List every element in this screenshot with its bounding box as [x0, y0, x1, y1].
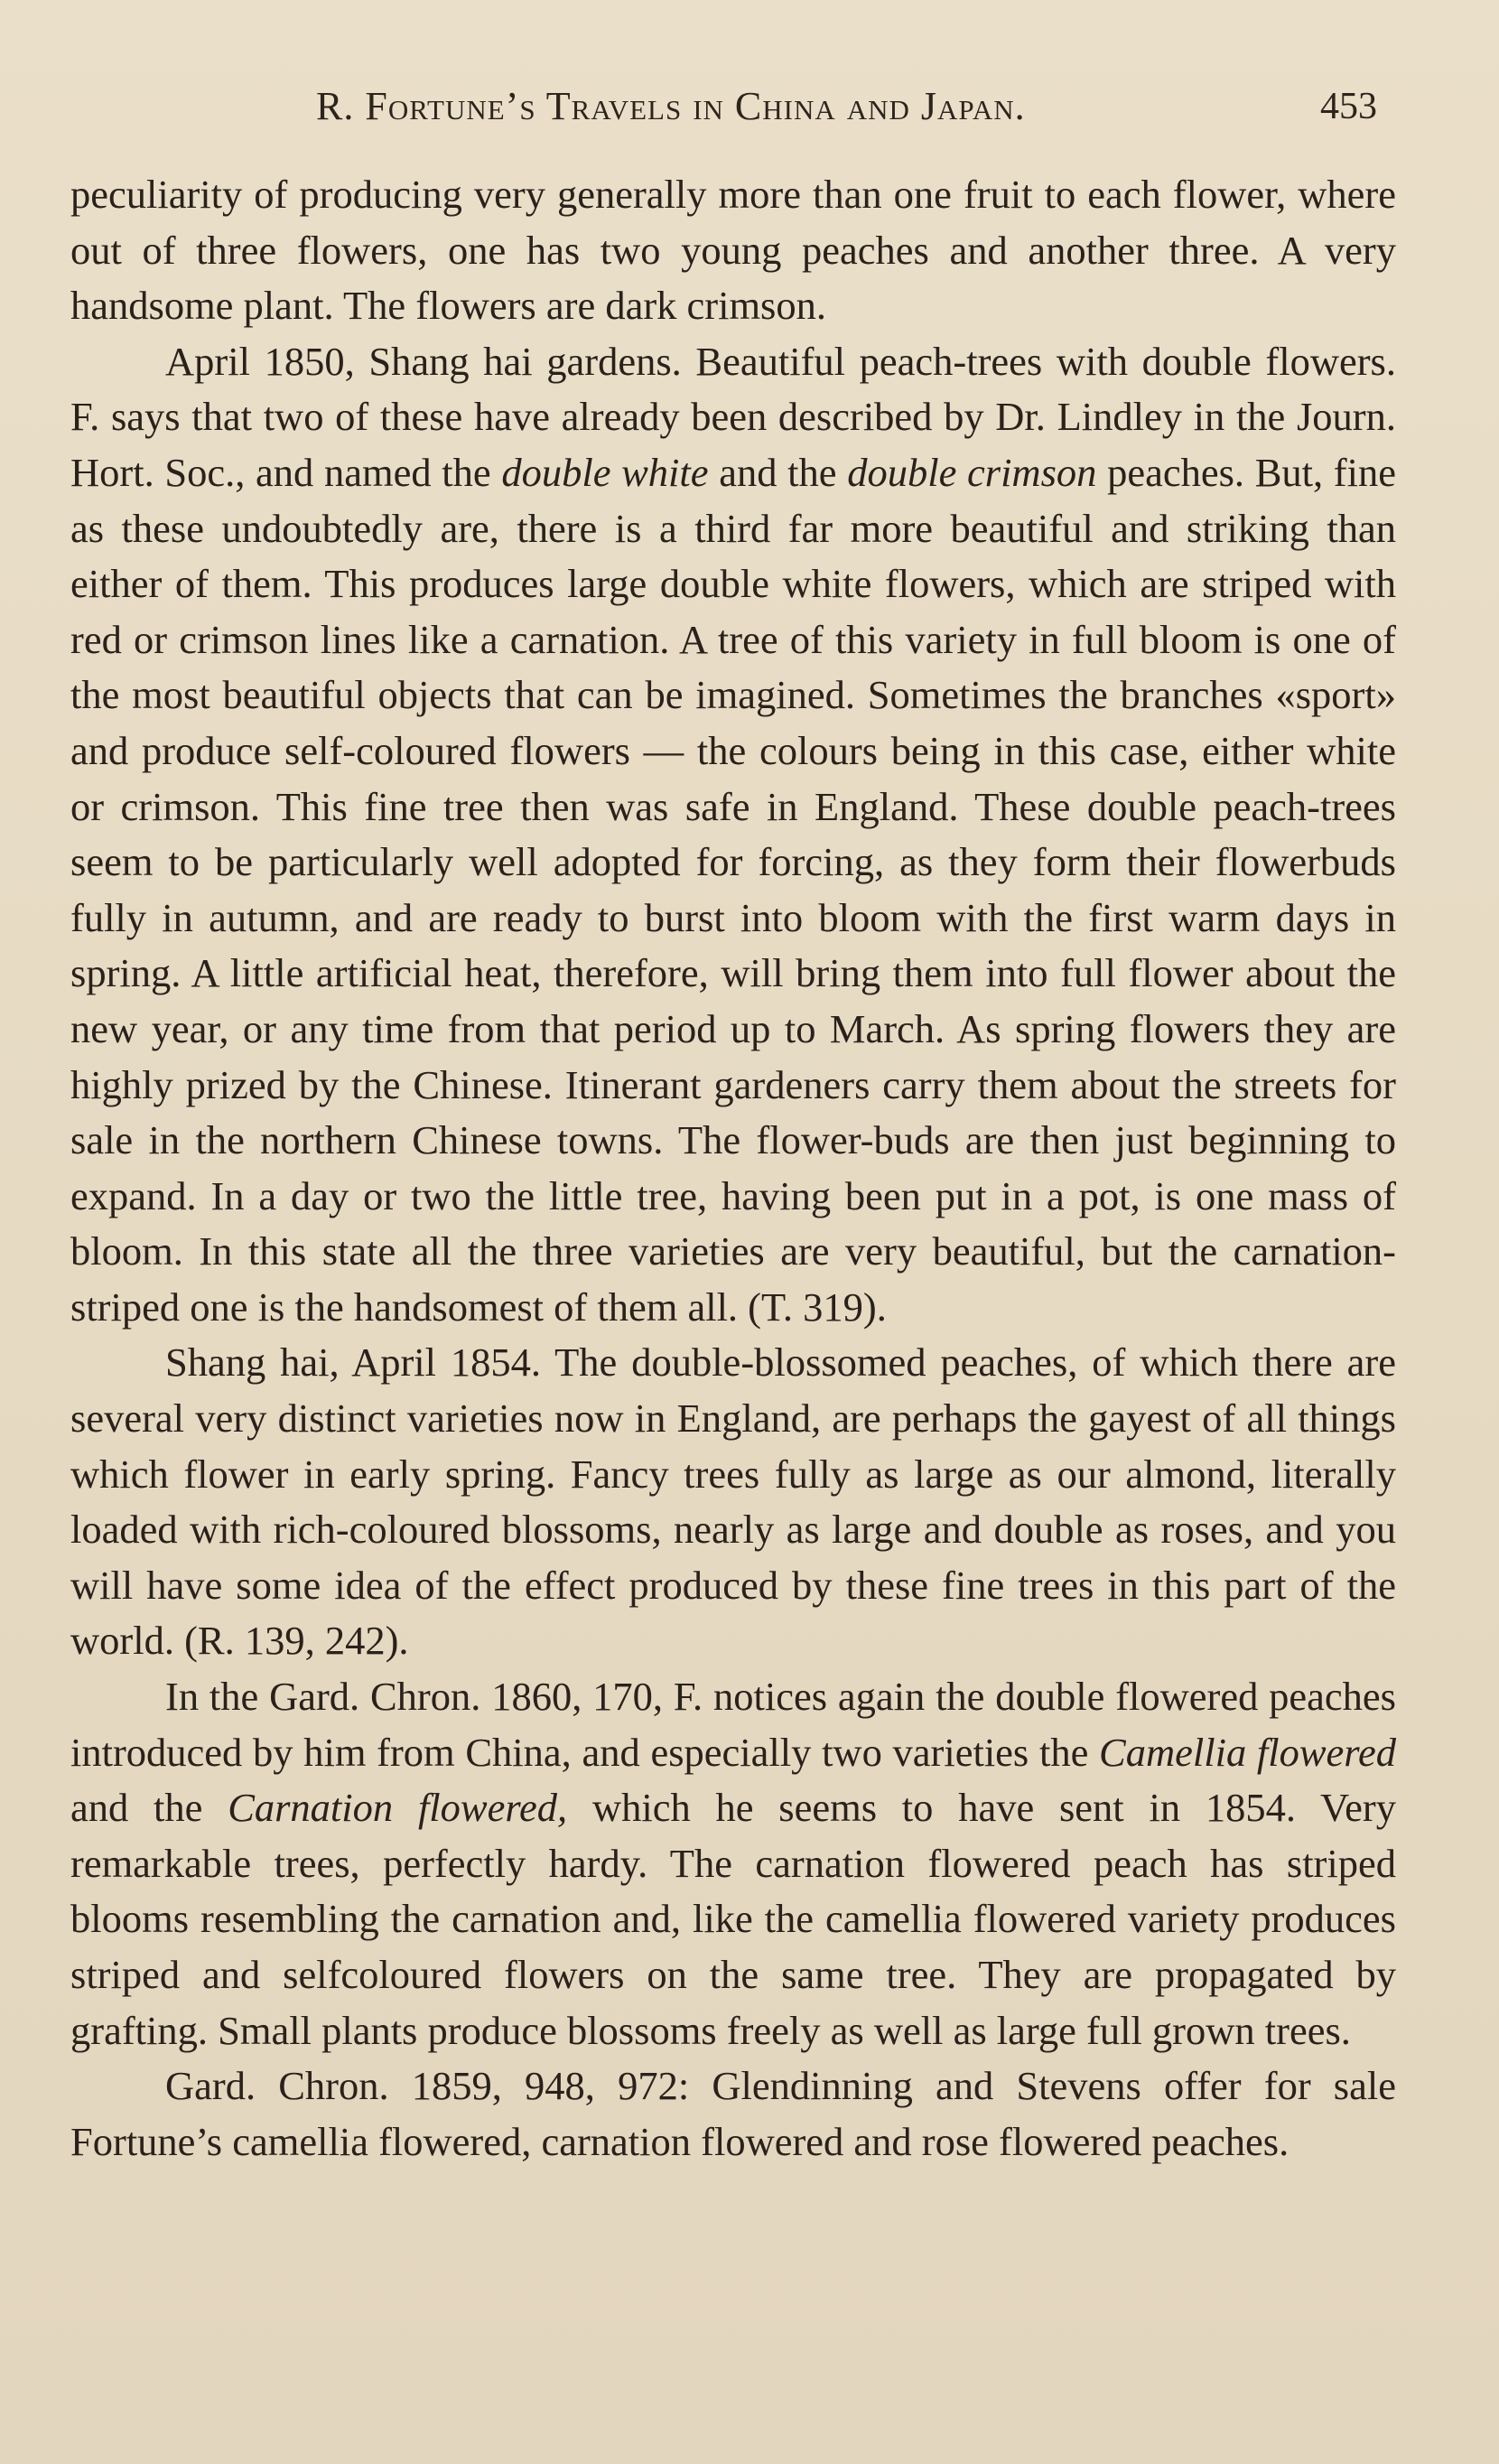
italic-carnation-flowered: Carnation flowered,	[228, 1785, 568, 1831]
body-text	[70, 167, 1396, 2170]
paragraph-2-text: peaches. But, fine as these undoubtedly are, there is a third far more beautiful and striking than either of them. This produces large double white flowers, which are striped with red or crimson lines like a carnation. A tree of this variety in full bloom is one of the most beautiful objects that can be imagined. Sometimes the branches «sport» and produce self-coloured flowers — the colours being in this case, either white or crimson. This fine tree then was safe in England. These double peach-trees seem to be particularly well adopted for forcing, as they form their flowerbuds fully in autumn, and are ready to burst into bloom with the first warm days in spring. A little artificial heat, therefore, will bring them into full flower about the new year, or any time from that period up to March. As spring flowers they are highly prized by the Chinese. Itinerant gardeners carry them about the streets for sale in the northern Chinese towns. The flower-buds are then just beginning to expand. In a day or two the little tree, having been put in a pot, is one mass of bloom. In this state all the three varieties are very beautiful, but the carnation-striped one is the handsomest of them all. (T. 319).	[70, 449, 1396, 1330]
paragraph-4-text: In the Gard. Chron. 1860, 170, F. notices again the double flowered peaches introduced by him from China, and especially two varieties the	[70, 1674, 1396, 1775]
italic-double-white: double white	[501, 449, 709, 495]
paragraph-4-text: which he seems to have sent in 1854. Very remarkable trees, perfectly hardy. The carnation flowered peach has striped blooms resembling the carnation and, like the camellia flowered variety produces striped and selfcoloured flowers on the same tree. They are propagated by grafting. Small plants produce blossoms freely as well as large full grown trees.	[70, 1785, 1396, 2053]
italic-double-crimson: double crimson	[847, 449, 1097, 495]
paragraph-4-text: and the	[70, 1785, 228, 1831]
paragraph-3: Shang hai, April 1854. The double-blossomed peaches, of which there are several very distinct varieties now in England, are perhaps the gayest of all things which flower in early spring. Fancy trees fully as large as our almond, literally loaded with rich-coloured blossoms, nearly as large and double as roses, and you will have some idea of the effect produced by these fine trees in this part of the world. (R. 139, 242).	[70, 1339, 1396, 1664]
running-head: R. Fortune’s Travels in China and Japan.	[316, 84, 1026, 128]
paragraph-1: peculiarity of producing very generally more than one fruit to each flower, where out of three flowers, one has two young peaches and another three. A very handsome plant. The flowers are dark crimson.	[70, 172, 1396, 329]
page-number: 453	[1320, 86, 1377, 127]
paragraph-2-text: April 1850, Shang hai gardens. Beautiful peach-trees with double flowers. F. says that two of these have already been described by Dr. Lindley in the Journ. Hort. Soc., and named the	[70, 338, 1396, 495]
paragraph-2-text: and the	[708, 449, 848, 495]
paragraph-5: Gard. Chron. 1859, 948, 972: Glendinning and Stevens offer for sale Fortune’s camellia flowered, carnation flowered and rose flowered peaches.	[70, 2063, 1396, 2164]
paragraph-4	[70, 1669, 1396, 2058]
italic-camellia-flowered: Camellia flowered	[1099, 1729, 1396, 1775]
paragraph-2	[70, 334, 1396, 1336]
